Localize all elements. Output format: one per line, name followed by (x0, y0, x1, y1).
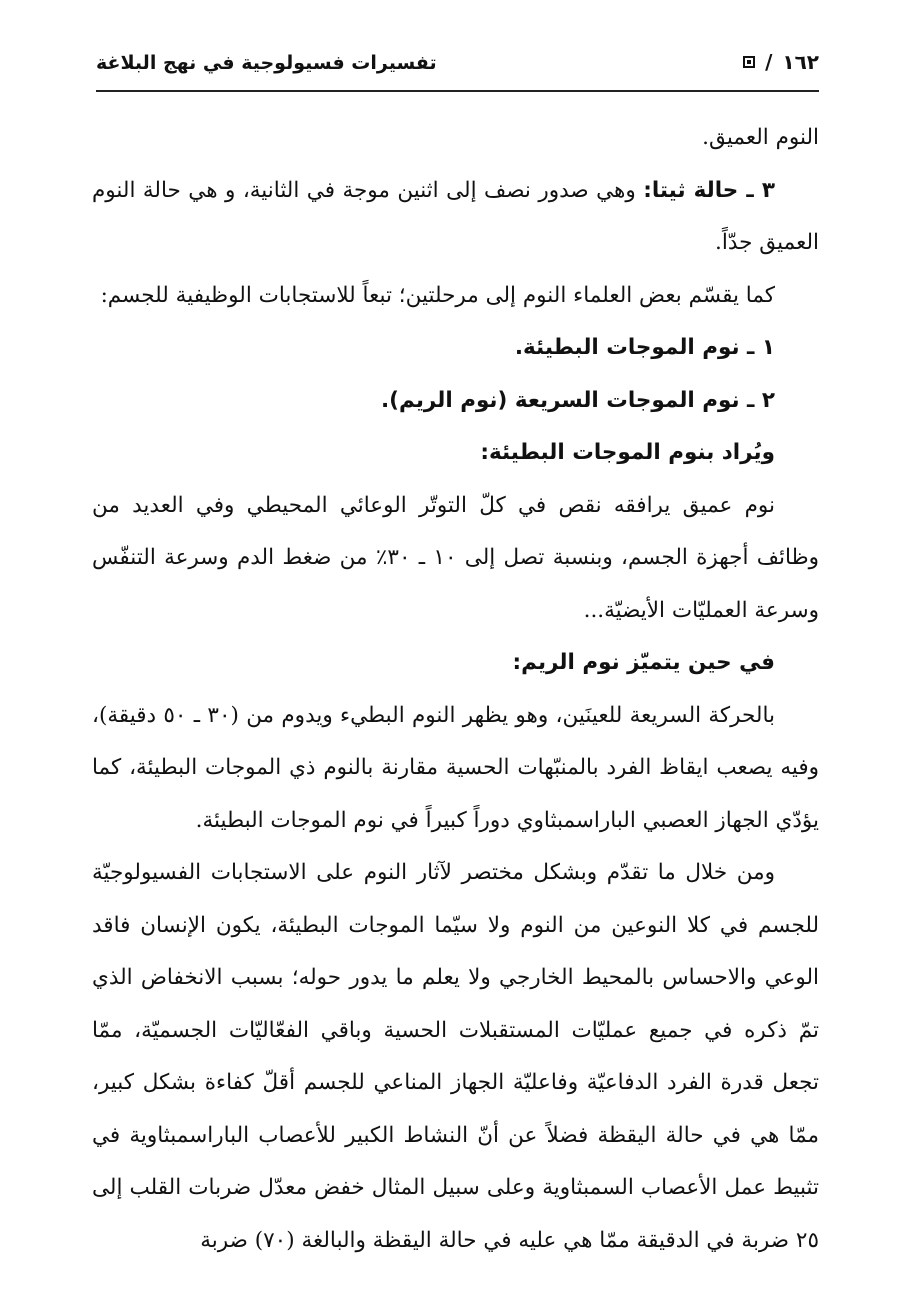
book-title: تفسيرات فسيولوجية في نهج البلاغة (96, 52, 437, 74)
page-number: ١٦٢ (782, 50, 819, 74)
list-item-slow-wave: ١ ـ نوم الموجات البطيئة. (514, 335, 775, 360)
body-text (92, 112, 819, 1267)
page-number-group (743, 50, 819, 74)
paragraph-sleep-stages: كما يقسّم بعض العلماء النوم إلى مرحلتين؛ تبعاً للاستجابات الوظيفية للجسم: (100, 282, 775, 308)
heading-slow-wave: ويُراد بنوم الموجات البطيئة: (480, 440, 775, 465)
theta-label: ٣ ـ حالة ثيتا: (643, 177, 775, 203)
paragraph-slow-wave-desc: نوم عميق يرافقه نقص في كلّ التوتّر الوعائي المحيطي وفي العديد من وظائف أجهزة الجسم، وبنسبة تصل إلى ١٠ ـ ٣٠٪ من ضغط الدم وسرعة التنفّس وسرعة العمليّات الأيضيّة... (92, 492, 820, 623)
running-header (96, 44, 819, 92)
header-separator: / (765, 50, 773, 74)
ornament-square-icon (743, 56, 755, 68)
paragraph-rem-desc: بالحركة السريعة للعينَين، وهو يظهر النوم البطيء ويدوم من (٣٠ ـ ٥٠ دقيقة)، وفيه يصعب ايقاظ الفرد بالمنبّهات الحسية مقارنة بالنوم ذي الموجات البطيئة، كما يؤدّي الجهاز العصبي الباراسمبثاوي دوراً كبيراً في نوم الموجات البطيئة. (92, 702, 819, 833)
heading-rem: في حين يتميّز نوم الريم: (512, 650, 775, 675)
paragraph-summary: ومن خلال ما تقدّم وبشكل مختصر لآثار النوم على الاستجابات الفسيولوجيّة للجسم في كلا النوعين من النوم ولا سيّما الموجات البطيئة، يكون الإنسان فاقد الوعي والاحساس بالمحيط الخارجي ولا يعلم ما يدور حوله؛ بسبب الانخفاض الذي تمّ ذكره في جميع عمليّات المستقبلات الحسية وباقي الفعّاليّات الجسميّة، ممّا تجعل قدرة الفرد الدفاعيّة وفاعليّة الجهاز المناعي للجسم أقلّ كفاءة بشكل كبير، ممّا هي في حالة اليقظة فضلاً عن أنّ النشاط الكبير للأعصاب الباراسمبثاوية في تثبيط عمل الأعصاب السمبثاوية وعلى سبيل المثال خفض معدّل ضربات القلب إلى ٢٥ ضربة في الدقيقة ممّا هي عليه في حالة اليقظة والبالغة (٧٠) ضربة (92, 860, 819, 1253)
list-item-rem: ٢ ـ نوم الموجات السريعة (نوم الريم). (380, 387, 775, 413)
theta-text: وهي صدور نصف إلى اثنين موجة في الثانية، و هي حالة النوم العميق جدّاً. (92, 177, 819, 255)
paragraph-deep-sleep: النوم العميق. (702, 125, 819, 150)
paragraph-theta-state (92, 165, 819, 270)
